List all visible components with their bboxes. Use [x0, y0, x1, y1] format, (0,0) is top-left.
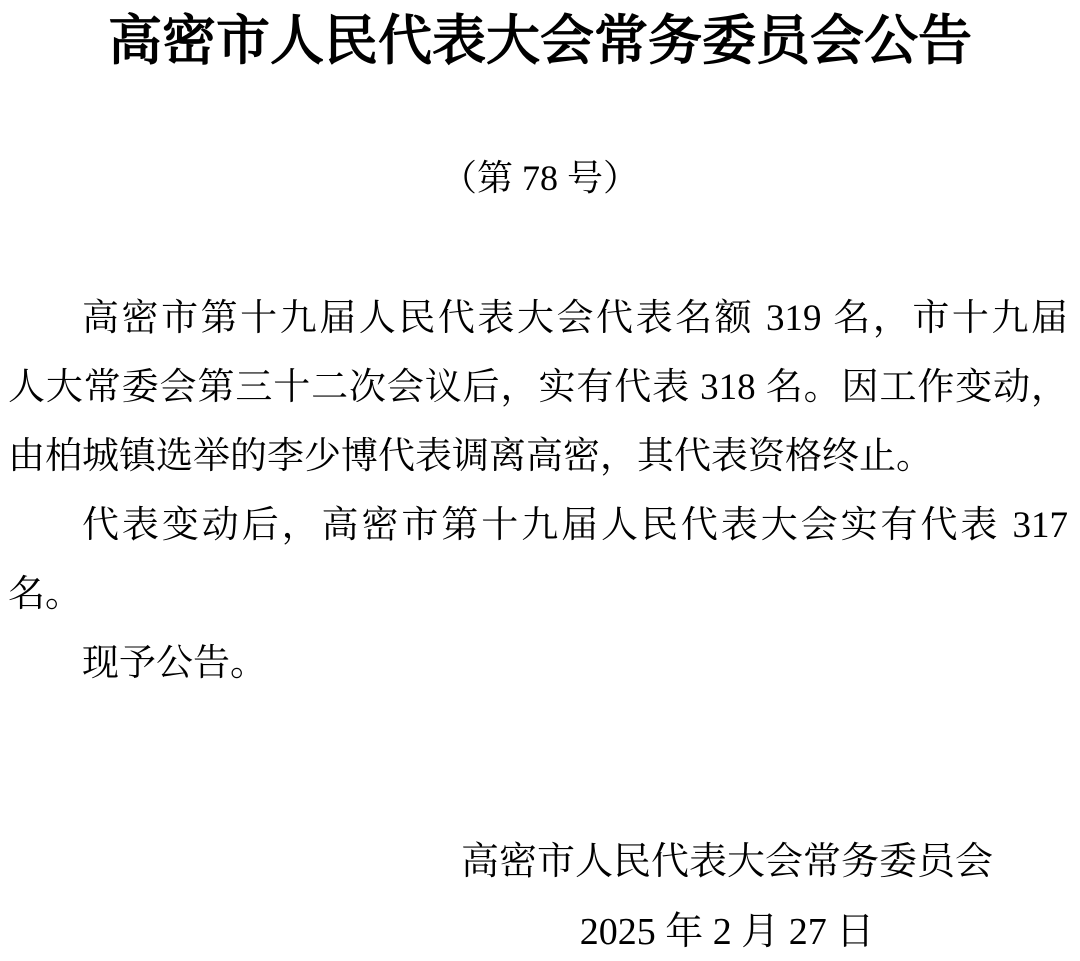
body-line: 人大常委会第三十二次会议后，实有代表 318 名。因工作变动， — [8, 367, 1068, 408]
document-body — [8, 284, 1068, 698]
issuing-authority: 高密市人民代表大会常务委员会 — [460, 841, 993, 883]
body-line: 现予公告。 — [82, 643, 267, 684]
body-line: 代表变动后，高密市第十九届人民代表大会实有代表 317 — [82, 505, 1068, 546]
document-title: 高密市人民代表大会常务委员会公告 — [108, 11, 972, 71]
body-line: 由柏城镇选举的李少博代表调离高密，其代表资格终止。 — [8, 436, 933, 477]
issue-date: 2025 年 2 月 27 日 — [579, 911, 875, 953]
body-line: 高密市第十九届人民代表大会代表名额 319 名，市十九届 — [82, 298, 1068, 339]
document-number: （第 78 号） — [440, 158, 639, 198]
signature-block — [461, 838, 993, 956]
body-line: 名。 — [8, 574, 82, 615]
